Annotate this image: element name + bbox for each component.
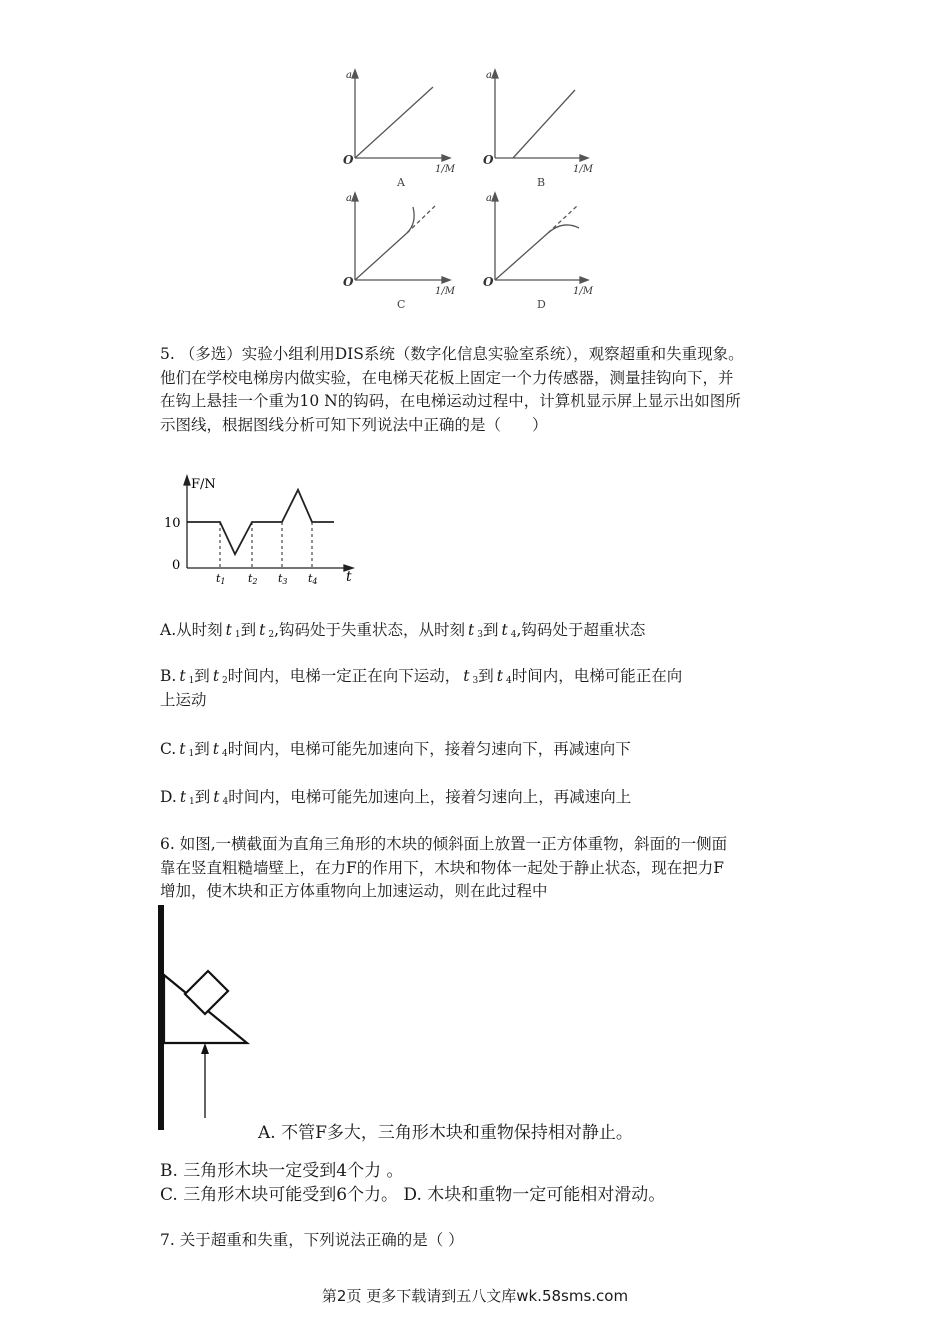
option-5b-cont: 上运动 [160, 691, 207, 709]
axis-a-label-c: a [346, 193, 352, 204]
q5-line-4: 示图线，根据图线分析可知下列说法中正确的是（ ） [160, 415, 548, 434]
panel-label-c: C [397, 298, 406, 311]
x-tick-t1: t1 [216, 572, 226, 586]
axis-m-label-b: 1/M [573, 164, 593, 175]
option-6cd: C. 三角形木块可能受到6个力。 D. 木块和重物一定可能相对滑动。 [160, 1185, 666, 1205]
question-5-text [160, 343, 800, 437]
option-6b: B. 三角形木块一定受到4个力 。 [160, 1161, 404, 1181]
chart-xlabel: t [346, 569, 352, 585]
x-tick-t2: t2 [248, 572, 258, 586]
chart-ylabel: F/N [191, 477, 216, 492]
option-5d: D. t $_1$到 t $_4$时间内，电梯可能先加速向上，接着匀速向上，再减速向上 [160, 788, 632, 807]
q5-line-2: 他们在学校电梯房内做实验，在电梯天花板上固定一个力传感器，测量挂钩向下，并 [160, 368, 734, 387]
axis-m-label-c: 1/M [435, 286, 455, 297]
axis-a-label-b: a [486, 70, 492, 81]
y-tick-10: 10 [164, 516, 181, 531]
axis-m-label-d: 1/M [573, 286, 593, 297]
question-6-text [160, 833, 800, 904]
q6-line-1: 6. 如图,一横截面为直角三角形的木块的倾斜面上放置一正方体重物，斜面的一侧面 [160, 835, 728, 853]
panel-label-d: D [537, 298, 546, 311]
force-time-chart [160, 463, 360, 588]
panel-label-a: A [397, 176, 405, 189]
q6-line-3: 增加，使木块和正方体重物向上加速运动，则在此过程中 [160, 882, 548, 900]
wedge-wall-figure [150, 903, 260, 1133]
axis-a-label-d: a [486, 193, 492, 204]
option-5c: C. t $_1$到 t $_4$时间内，电梯可能先加速向下，接着匀速向下，再减速向下 [160, 740, 631, 759]
origin-label-a: O [343, 153, 354, 167]
panel-label-b: B [537, 176, 546, 189]
axis-m-label-a: 1/M [435, 164, 455, 175]
option-6a: A. 不管F多大，三角形木块和重物保持相对静止。 [258, 1123, 633, 1143]
q5-line-1: 5. （多选）实验小组利用DIS系统（数字化信息实验室系统），观察超重和失重现象。 [160, 345, 744, 363]
option-5a: A.从时刻 t $_1$到 t $_2$,钩码处于失重状态，从时刻 t $_3$到 t $_4$,钩码处于超重状态 [160, 621, 646, 640]
acceleration-graphs-figure [335, 65, 600, 315]
page-footer: 第2页 更多下载请到五八文库wk.58sms.com [321, 1287, 629, 1305]
x-tick-t4: t4 [308, 572, 318, 586]
axis-a-label-a: a [346, 70, 352, 81]
origin-label-c: O [343, 275, 354, 289]
x-tick-t3: t3 [278, 572, 288, 586]
origin-label-d: O [483, 275, 494, 289]
q6-line-2: 靠在竖直粗糙墙壁上，在力F的作用下，木块和物体一起处于静止状态，现在把力F [160, 858, 725, 877]
question-7-text: 7. 关于超重和失重，下列说法正确的是（ ） [160, 1231, 464, 1249]
origin-label-b: O [483, 153, 494, 167]
q5-line-3: 在钩上悬挂一个重为10 N的钩码，在电梯运动过程中，计算机显示屏上显示出如图所 [160, 392, 741, 410]
option-5b: B. t $_1$到 t $_2$时间内，电梯一定正在向下运动， t $_3$到 t $_4$时间内，电梯可能正在向 [160, 667, 683, 686]
y-tick-0: 0 [172, 558, 181, 573]
